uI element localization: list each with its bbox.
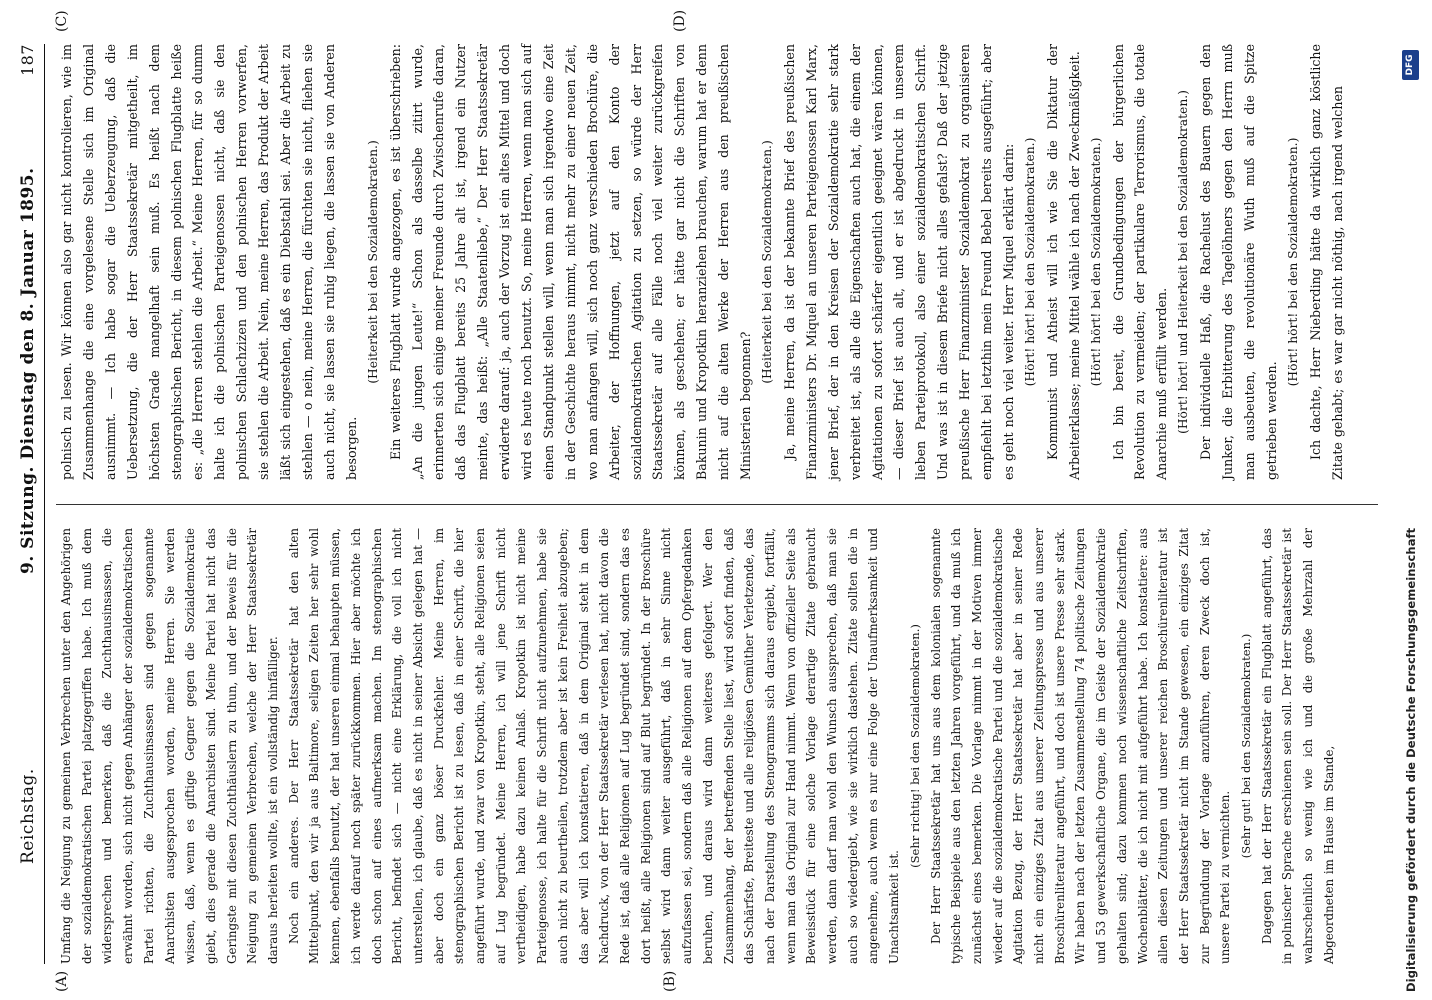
dfg-logo: DFG xyxy=(1402,50,1419,80)
reaction-note: (Hört! hört! bei den Sozialdemokraten.) xyxy=(1088,137,1103,387)
margin-mark-b: (B) xyxy=(662,970,678,992)
paragraph: Ja, meine Herren, da ist der bekannte Brief des preußischen Finanzministers Dr. Miquel an unseren Parteigenossen Karl Marx, jener Brief, der in den Kreisen der Sozialdemokratie sehr stark verbreitet ist, als alle die Eigenschaften auch hat, die einem der Agitationen zu sofort schärfer eigentlich geeignet wären können, — dieser Brief ist auch alt, und er ist abgedruckt in unserem lieben Parteiprotokoll, also einer sozialdemokratischen Schrift. Und was ist in diesem Briefe nicht alles gefalst? Daß der jetzige preußische Herr Finanzminister Sozialdemokrat zu organisieren empfiehlt bei letzthin mein Freund Bebel bereits ausgeführt; aber es geht noch viel weiter. Herr Miquel erklärt darin: xyxy=(781,44,1016,480)
margin-mark-d: (D) xyxy=(672,9,688,32)
page-number: 187 xyxy=(18,44,37,77)
paragraph: Der Herr Staatssekretär hat uns aus dem kolonialen sogenannte typische Beispiele aus den letzten Jahren vorgeführt, und da muß ich zunächst eines bemerken. Die Vorlage nimmt in der Motiven immer wieder auf die sozialdemokratische Partei und die sozialdemokratische Agitation Bezug, der Herr Staatssekretär hat aber in seiner Rede nicht ein einziges Zitat aus unserer Zeitungspresse und aus unserer Broschürenliteratur angeführt, und doch ist unsere Presse sehr stark. Wir haben nach der letzten Zusammenstellung 74 politische Zeitungen und 53 gewerkschaftliche Organe, die im Geiste der Sozialdemokratie gehalten sind; dazu kommen noch wissenschaftliche Zeitschriften, Wochenblätter, die ich nicht mit aufgeführt habe. Ich konstatiere: aus allen diesen Zeitungen und unserer reichen Broschürenliteratur ist der Herr Staatssekretär nicht im Stande gewesen, ein einziges Zitat zur Begründung der Vorlage anzuführen, deren Zweck doch ist, unsere Partei zu vernichten. xyxy=(928,528,1233,964)
paragraph: Ein weiteres Flugblatt wurde angezogen, es ist überschrieben: „An die jungen Leute!“ Schon als dasselbe zitirt wurde, erinnerten sich einige meiner Freunde durch Zwischenrufe daran, daß das Flugblatt bereits 25 Jahre alt ist, irgend ein Nutzer meinte, das heißt: „Alle Staatenliebe,“ Der Herr Staatssekretär erwiderte darauf: ja, auch der Vorzug ist ein altes Mittel und doch wird es heute noch benutzt. So, meine Herren, wenn man sich auf einen Standpunkt stellen will, wenn man sich irgendwo eine Zeit in der Geschichte heraus nimmt, nicht mehr zu einer neuen Zeit, wo man anfangen will, sich noch ganz verschieden Brochüre, die Arbeiter, der Hoffnungen, jetzt auf den Konto der sozialdemokratischen Agitation zu setzen, so würde der Herr Staatssekretär auf alle Fälle noch viel weiter zurückgreifen können, als geschehen; er hätte gar nicht die Schriften von Bakunin und Kropotkin heranziehen brauchen, warum hat er denn nicht auf die alten Werke der Herren aus den preußischen Ministerien begonnen? xyxy=(387,44,754,480)
paragraph: Dagegen hat der Herr Staatssekretär ein Flugblatt angeführt, das in polnischer Sprache erschienen sein soll. Der Herr Staatssekretär ist wahrscheinlich so wenig wie ich und die große Mehrzahl der Abgeordneten im Hause im Stande, xyxy=(1259,528,1336,964)
quotation: Ich bin bereit, die Grundbedingungen der bürgerlichen Revolution zu vermeiden; der partikulare Terrorismus, die totale Anarchie muß erfüllt werden. xyxy=(1110,44,1170,480)
left-column xyxy=(56,528,1386,964)
reaction-note: (Sehr gut! bei den Sozialdemokraten.) xyxy=(1239,633,1254,859)
paragraph: Ich dachte, Herr Nieberding hätte da wirklich ganz köstliche Zitate gehabt; es war gar nicht nöthig, nach irgend welchen xyxy=(1307,44,1345,480)
funding-credit: Digitalisierung gefördert durch die Deutsche Forschungsgemeinschaft xyxy=(1404,527,1418,992)
margin-mark-c: (C) xyxy=(54,10,70,32)
header-rule xyxy=(44,44,45,964)
quotation: Der individuelle Haß, die Rachelust des Bauern gegen den Junker, die Erbitterung des Tagelöhners gegen den Herrn muß man ausbeuten, die revolutionäre Wuth muß auf die Spitze getrieben werden. xyxy=(1198,44,1279,480)
reaction-note: (Heiterkeit bei den Sozialdemokraten.) xyxy=(365,140,380,384)
paragraph: Umfang die Neigung zu gemeinen Verbrechen unter den Angehörigen der sozialdemokratischen Partei platzgegriffen habe. Ich muß dem widersprechen und bemerken, daß die Zuchthausinsassen, die erwähnt worden, sich nicht gegen Anhänger der sozialdemokratischen Partei richten, die Zuchthausinsassen sind gegen sogenannte Anarchisten ausgesprochen worden, meine Herren. Sie werden wissen, daß, wenn es giftige Gegner gegen die Sozialdemokratie giebt, dies gerade die Anarchisten sind. Meine Partei hat nicht das Geringste mit diesen Zuchthäuslern zu thun, und der Beweis für die Neigung zu gemeinen Verbrechen, welche der Herr Staatssekretär daraus herleiten wollte, ist ein vollständig hinfälliger. xyxy=(59,528,281,964)
paragraph: polnisch zu lesen. Wir können also gar nicht kontrolieren, wie im Zusammenhange die eine vorgelesene Stelle sich im Original ausnimmt. — Ich habe sogar die Ueberzeugung, daß die Uebersetzung, die der Herr Staatssekretär mitgetheilt, im höchsten Grade mangelhaft sein muß. Es heißt nach dem stenographischen Bericht, in diesem polnischen Flugblatte heiße es: „die Herren stehlen die Arbeit.“ Meine Herren, für so dumm halte ich die polnischen Parteigenossen nicht, daß sie den polnischen Schlachzizen und den polnischen Herren vorwerfen, sie stehlen die Arbeit. Nein, meine Herren, das Produkt der Arbeit läßt sich eingestehen, daß es ein Diebstahl sei. Aber die Arbeit zu stehlen — o nein, meine Herren, die fürchten sie nicht, fliehen sie auch nicht, sie lassen sie ruhig liegen, die lassen sie von Anderen besorgen. xyxy=(59,44,359,480)
column-divider xyxy=(56,504,1378,505)
right-column xyxy=(56,44,1386,480)
reaction-note: (Hört! hört! und Heiterkeit bei den Sozialdemokraten.) xyxy=(1176,90,1191,434)
digitization-footer xyxy=(1398,0,1426,1000)
reaction-note: (Sehr richtig! bei den Sozialdemokraten.) xyxy=(907,624,922,868)
quotation: Kommunist und Atheist will ich wie Sie die Diktatur der Arbeiterklasse; meine Mittel wähle ich nach der Zweckmäßigkeit. xyxy=(1044,44,1082,480)
running-head xyxy=(14,44,44,964)
reaction-note: (Heiterkeit bei den Sozialdemokraten.) xyxy=(760,140,774,384)
header-left: Reichstag. xyxy=(18,768,38,864)
header-center: 9. Sitzung. Dienstag den 8. Januar 1895. xyxy=(18,167,38,574)
reaction-note: (Hört! hört! bei den Sozialdemokraten.) xyxy=(1022,137,1037,387)
margin-mark-a: (A) xyxy=(54,970,70,992)
page-content xyxy=(14,9,1389,992)
paragraph: Noch ein anderes. Der Herr Staatssekretär hat den alten Mittelpunkt, den wir ja aus Baltimore, seligen Zeiten her sehr wohl kennen, ebenfalls benutzt, der hat unseren einmal behaupten müssen, ich werde darauf noch später zurückkommen. Hier aber möchte ich doch schon auf eines aufmerksam machen. Im stenographischen Bericht, befindet sich — nicht eine Erklärung, die voll ich nicht unterstellen, ich glaube, daß es nicht in seiner Absicht gelegen hat — aber doch ein ganz böser Druckfehler. Meine Herren, im stenographischen Bericht ist zu lesen, daß in einer Schrift, die hier angeführt wurde, und zwar von Kropotkin, steht, alle Religionen seien auf Lug begründet. Meine Herren, ich will jene Schrift nicht vertheidigen, habe dazu keinen Anlaß. Kropotkin ist nicht meine Parteigenosse, ich halte für die Schrift nicht aufzunehmen, habe sie auch nicht zu beurtheilen, trotzdem aber ist kein Freiheit abzugeben; das aber will ich konstatieren, daß in dem Original steht in dem Nachdruck, von der Herr Staatssekretär verlesen hat, nicht davon die Rede ist, daß alle Religionen auf Lug begründet sind, sondern das es dort heißt, alle Religionen sind auf Blut begründet. In der Broschüre selbst wird dann weiter ausgeführt, daß in sehr Sinne nicht aufzufassen sei, sondern daß alle Religionen auf dem Opfergedanken beruhen, und daraus wird dann weiteres gefolgert. Wer den Zusammenhang, der betreffenden Stelle liest, wird sofort finden, daß das Schärfste, Breiteste und alle religiösen Gemüther Verletzende, das nach der Darstellung des Stenogramms sich daraus ergiebt, fortfällt, wenn man das Original zur Hand nimmt. Wenn von offizieller Seite als Beweisstück für eine solche Vorlage derartige Zitate gebraucht werden, dann darf man wohl den Wunsch aussprechen, daß man sie auch so wiedergiebt, wie sie wirklich dastehen. Zitate sollten die in angenehme, auch wenn es nur eine Folge der Unaufmerksamkeit und Unachtsamkeit ist. xyxy=(286,528,902,964)
reaction-note: (Hört! hört! bei den Sozialdemokraten.) xyxy=(1285,137,1300,387)
